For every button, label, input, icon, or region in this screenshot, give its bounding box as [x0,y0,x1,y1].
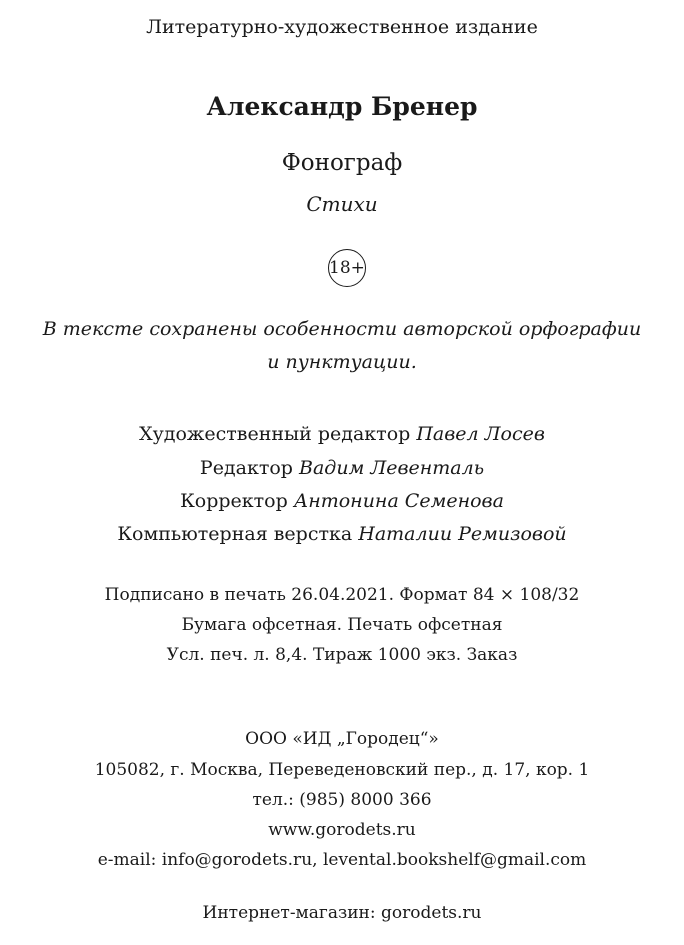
age-rating-badge: 18+ [328,249,366,287]
credit-art-editor [0,423,684,445]
credit-editor [0,457,684,479]
online-shop: Интернет-магазин: gorodets.ru [202,903,482,923]
credit-person: Павел Лосев [416,423,545,445]
credit-role: Корректор [180,490,288,512]
book-genre: Стихи [306,192,378,216]
print-info-line-2: Бумага офсетная. Печать офсетная [181,615,503,635]
credit-layout [0,523,684,545]
credit-role: Редактор [199,457,293,479]
credit-person: Антонина Семенова [293,490,504,512]
credit-proofreader [0,490,684,512]
print-info-line-3: Усл. печ. л. 8,4. Тираж 1000 экз. Заказ [166,645,518,665]
publisher-website: www.gorodets.ru [268,820,416,840]
orthography-note-line-1: В тексте сохранены особенности авторской орфографии [42,318,642,340]
publisher-name: ООО «ИД „Городец“» [245,729,439,749]
credit-role: Художественный редактор [139,423,411,445]
series-label: Литературно-художественное издание [146,16,538,38]
orthography-note-line-2: и пунктуации. [267,351,417,373]
credit-role: Компьютерная верстка [117,523,353,545]
publisher-email: e-mail: info@gorodets.ru, levental.bookshelf@gmail.com [97,850,587,870]
credit-person: Вадим Левенталь [299,457,485,479]
book-title: Фонограф [281,150,403,176]
publisher-phone: тел.: (985) 8000 366 [252,790,432,810]
print-info-line-1: Подписано в печать 26.04.2021. Формат 84 × 108/32 [104,585,580,605]
publisher-address: 105082, г. Москва, Переведеновский пер., д. 17, кор. 1 [94,760,590,780]
credit-person: Наталии Ремизовой [358,523,567,545]
author-name: Александр Бренер [206,92,478,121]
